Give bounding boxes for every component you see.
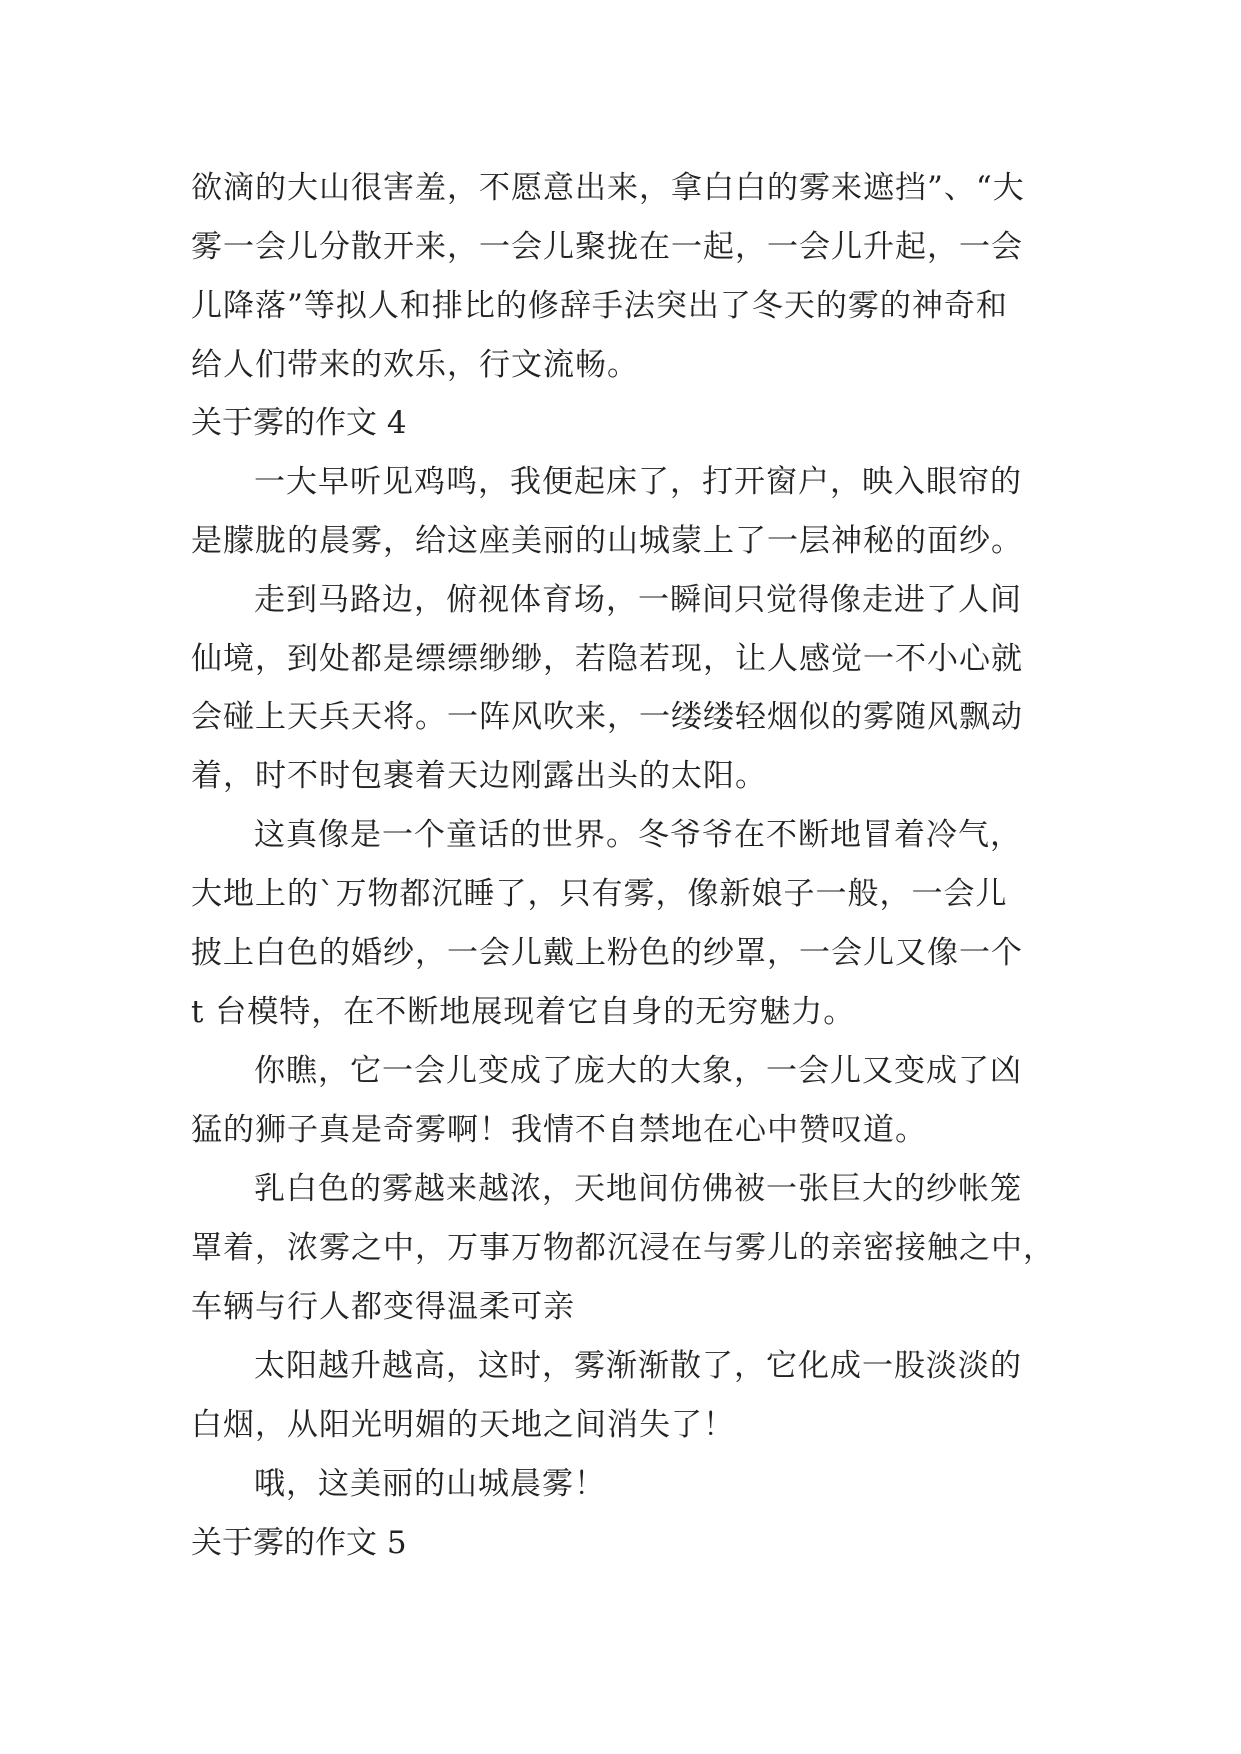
paragraph-line: 是朦胧的晨雾，给这座美丽的山城蒙上了一层神秘的面纱。 [191,523,1023,559]
text-line: 给人们带来的欢乐，行文流畅。 [191,347,639,383]
paragraph-line: 大地上的`万物都沉睡了，只有雾，像新娘子一般，一会儿 [191,876,1008,912]
paragraph-line: 太阳越升越高，这时，雾渐渐散了，它化成一股淡淡的 [254,1348,1022,1384]
paragraph-line: 走到马路边，俯视体育场，一瞬间只觉得像走进了人间 [254,582,1022,618]
paragraph-line: 仙境，到处都是缥缥缈缈，若隐若现，让人感觉一不小心就 [191,641,1023,677]
paragraph-line: 会碰上天兵天将。一阵风吹来，一缕缕轻烟似的雾随风飘动 [191,699,1023,735]
paragraph-line: 白烟，从阳光明媚的天地之间消失了！ [191,1407,735,1443]
essay-heading-5: 关于雾的作文 5 [191,1525,407,1561]
paragraph-line: 哦，这美丽的山城晨雾！ [254,1466,606,1502]
paragraph-line: 这真像是一个童话的世界。冬爷爷在不断地冒着冷气， [254,817,1022,853]
paragraph-line: 罩着，浓雾之中，万事万物都沉浸在与雾儿的亲密接触之中， [191,1230,1055,1266]
text-line: 欲滴的大山很害羞，不愿意出来，拿白白的雾来遮挡”、“大 [191,170,1025,206]
paragraph-line: 着，时不时包裹着天边刚露出头的太阳。 [191,758,767,794]
paragraph-line: 你瞧，它一会儿变成了庞大的大象，一会儿又变成了凶 [254,1053,1022,1089]
paragraph-line: t 台模特，在不断地展现着它自身的无穷魅力。 [191,994,856,1030]
paragraph-line: 一大早听见鸡鸣，我便起床了，打开窗户，映入眼帘的 [254,464,1022,500]
text-line: 儿降落”等拟人和排比的修辞手法突出了冬天的雾的神奇和 [191,288,1008,324]
text-line: 雾一会儿分散开来，一会儿聚拢在一起，一会儿升起，一会 [191,229,1023,265]
paragraph-line: 乳白色的雾越来越浓，天地间仿佛被一张巨大的纱帐笼 [254,1171,1022,1207]
paragraph-line: 披上白色的婚纱，一会儿戴上粉色的纱罩，一会儿又像一个 [191,935,1023,971]
paragraph-line: 猛的狮子真是奇雾啊！我情不自禁地在心中赞叹道。 [191,1112,927,1148]
paragraph-line: 车辆与行人都变得温柔可亲 [191,1289,575,1325]
essay-heading-4: 关于雾的作文 4 [191,405,407,441]
